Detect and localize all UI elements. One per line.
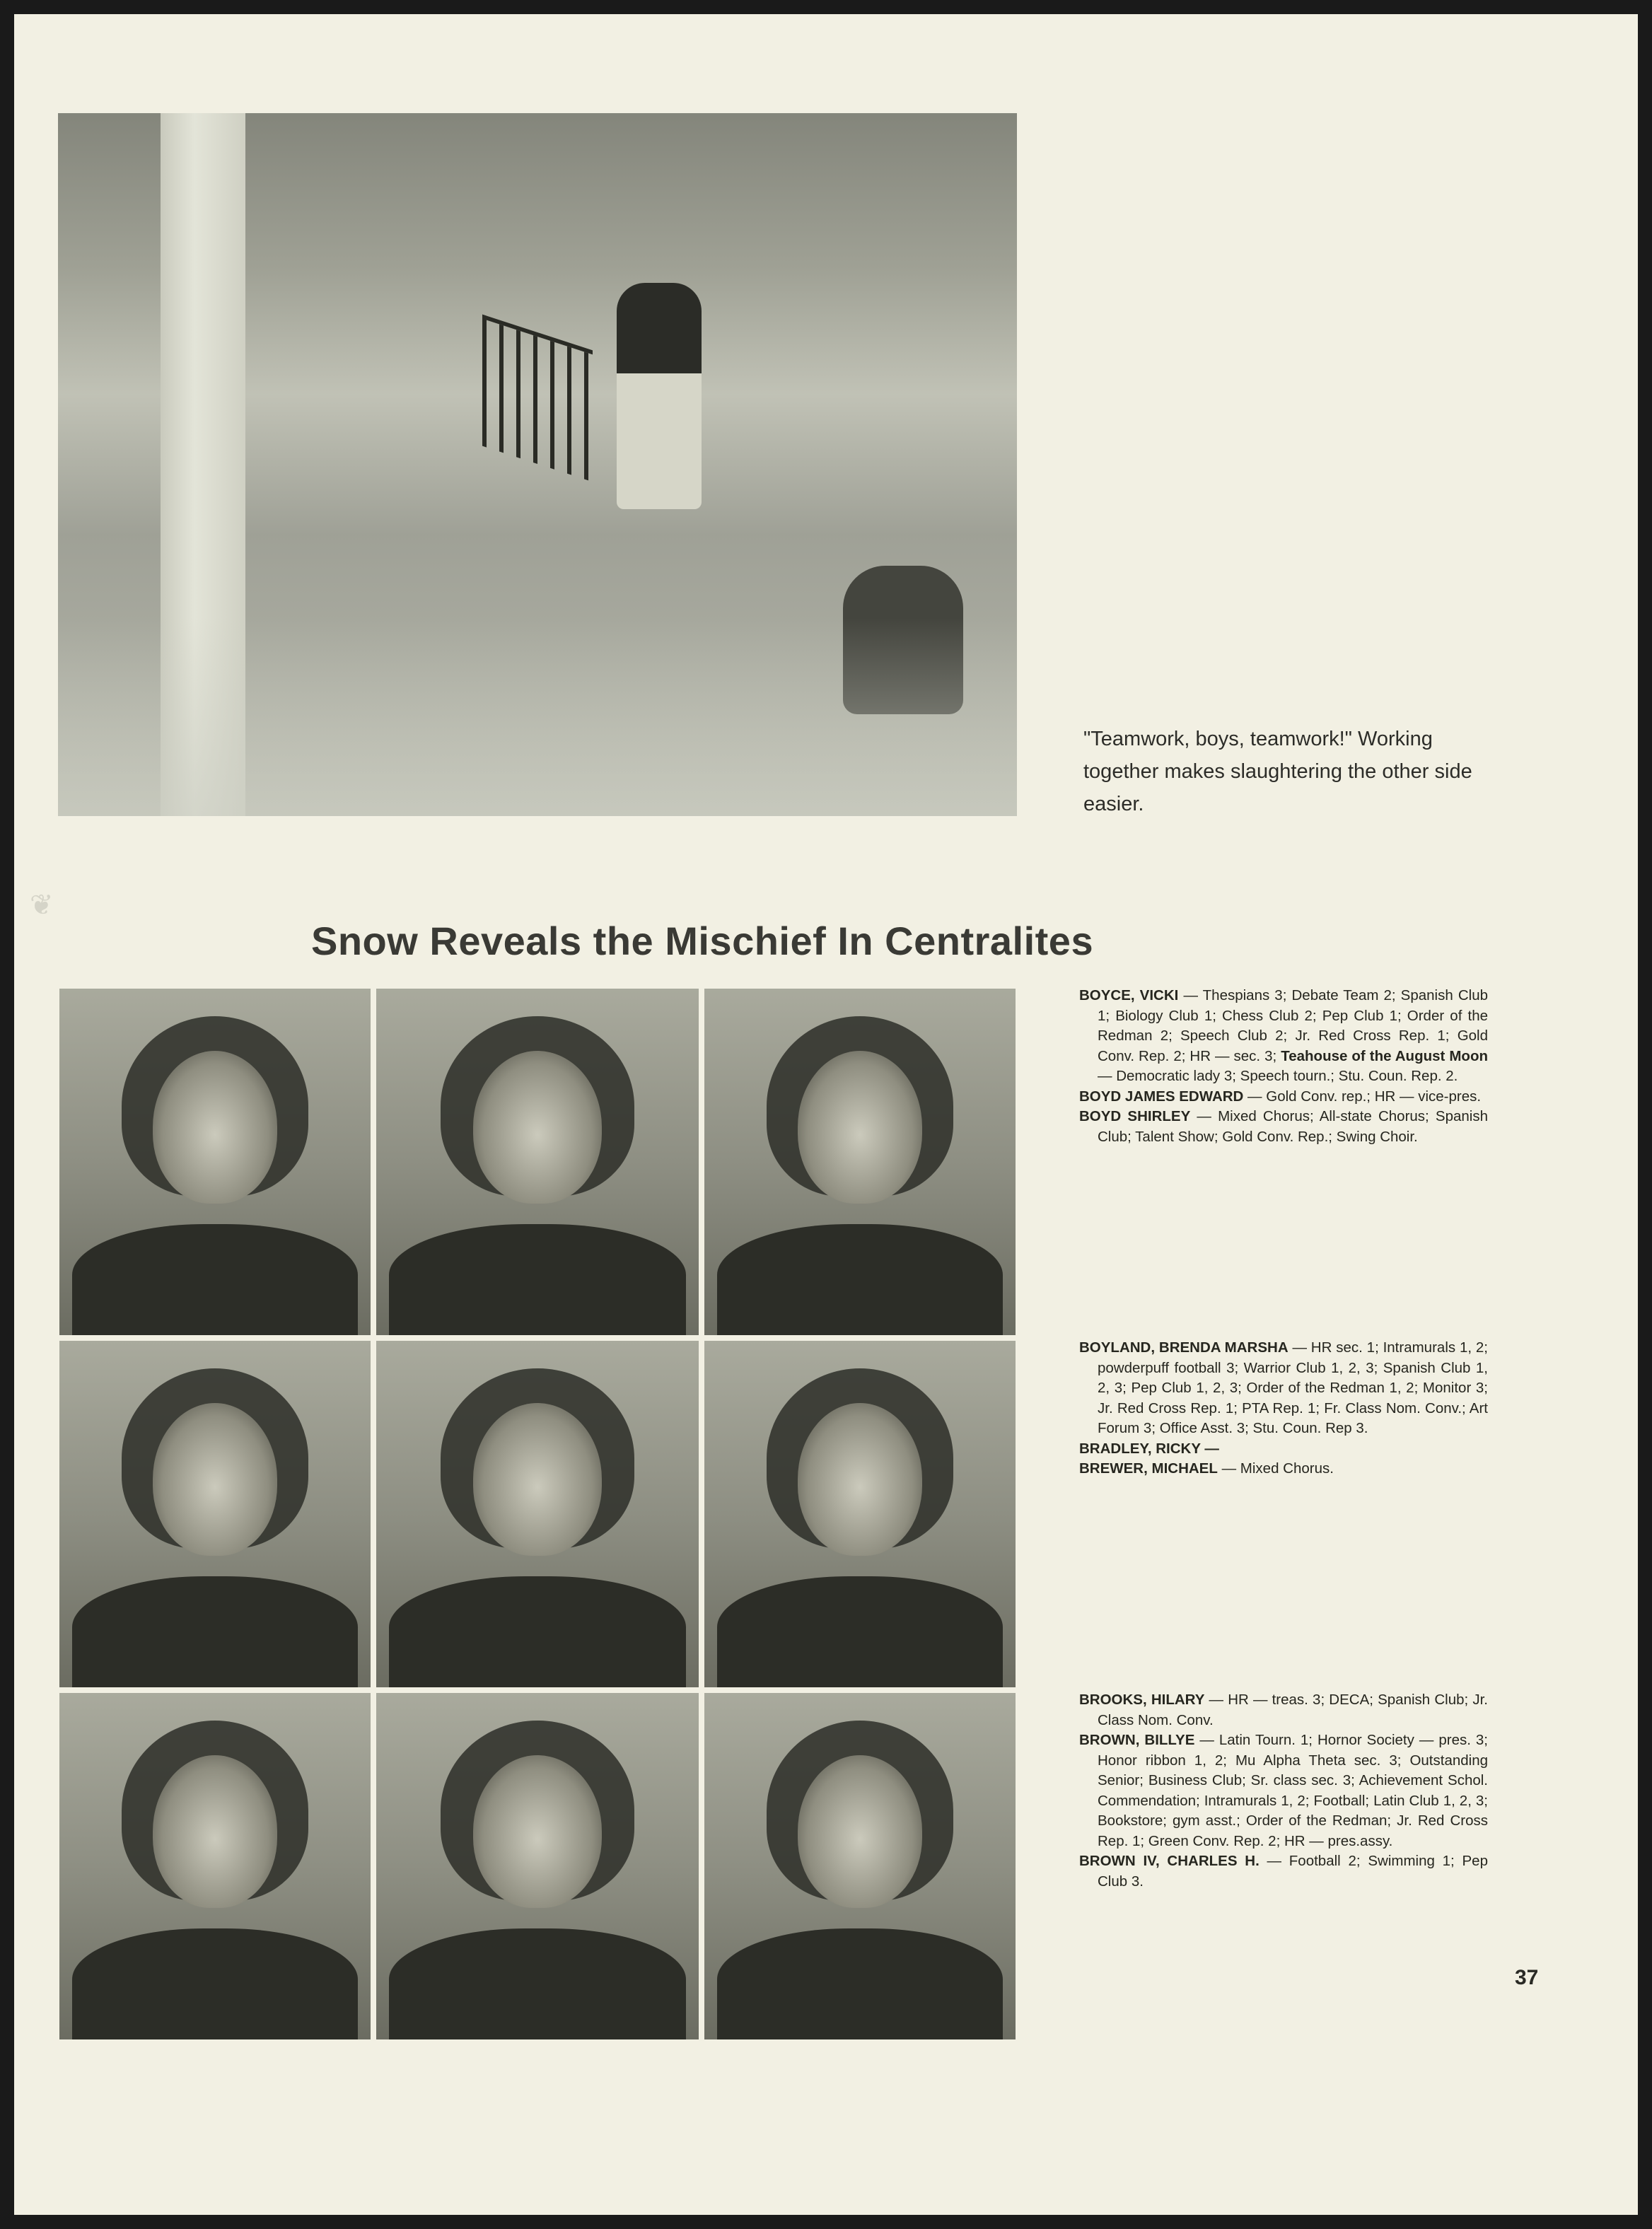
bio-entry xyxy=(1079,1459,1488,1479)
bio-name: BOYCE, VICKI xyxy=(1079,987,1179,1003)
photo-caption: "Teamwork, boys, teamwork!" Working together makes slaughtering the other side easier. xyxy=(1083,728,1472,815)
portrait-shoulders xyxy=(389,1928,686,2039)
bio-group-3 xyxy=(1079,1690,1488,1892)
page-headline: Snow Reveals the Mischief In Centralites xyxy=(311,919,1094,963)
portrait-photo xyxy=(376,1341,699,1687)
portrait-photo xyxy=(59,1341,371,1687)
bio-name: BOYD JAMES EDWARD xyxy=(1079,1088,1244,1105)
portrait-shoulders xyxy=(72,1576,359,1687)
bio-text: — Mixed Chorus; All-state Chorus; Spanish Club; Talent Show; Gold Conv. Rep.; Swing Choir. xyxy=(1098,1108,1488,1145)
portrait-face xyxy=(798,1403,922,1556)
bio-entry xyxy=(1079,1107,1488,1147)
bio-group-1 xyxy=(1079,986,1488,1147)
bio-text: — Thespians 3; Debate Team 2; Spanish Club 1; Biology Club 1; Chess Club 2; Pep Club 1; Order of the Redman 2; Speech Club 2; Jr. Red Cross Rep. 1; Gold Conv. Rep. 2; HR — sec. 3; xyxy=(1098,987,1489,1064)
portrait-shoulders xyxy=(389,1576,686,1687)
bio-name: BROWN, BILLYE xyxy=(1079,1732,1195,1748)
bio-text: — HR — treas. 3; DECA; Spanish Club; Jr. Class Nom. Conv. xyxy=(1098,1692,1488,1728)
bio-text: — HR sec. 1; Intramurals 1, 2; powderpuff football 3; Warrior Club 1, 2, 3; Spanish Club 1, 2, 3; Pep Club 1, 2, 3; Order of the Redman 1, 2; Monitor 3; Jr. Red Cross Rep. 1; PTA Rep. 1; Fr. Class Nom. Conv.; Art Forum 3; Office Asst. 3; Stu. Coun. Rep 3. xyxy=(1098,1339,1488,1436)
bio-play-title: Teahouse of the August Moon xyxy=(1281,1047,1488,1064)
bio-text: — Gold Conv. rep.; HR — vice-pres. xyxy=(1243,1088,1482,1105)
yearbook-page xyxy=(14,14,1638,2215)
bio-entry xyxy=(1079,1338,1488,1439)
bio-entry xyxy=(1079,986,1488,1087)
leaf-watermark-icon: ❦ xyxy=(30,890,54,921)
bio-entry xyxy=(1079,1439,1488,1460)
photo-stair-railing xyxy=(482,315,593,482)
bio-group-2 xyxy=(1079,1338,1488,1479)
portrait-face xyxy=(473,1051,602,1204)
bio-entry xyxy=(1079,1851,1488,1892)
bio-entry xyxy=(1079,1690,1488,1730)
portrait-face xyxy=(798,1755,922,1908)
portrait-photo xyxy=(704,989,1016,1335)
portrait-face xyxy=(798,1051,922,1204)
bio-text: — Mixed Chorus. xyxy=(1217,1460,1334,1477)
portrait-photo xyxy=(704,1341,1016,1687)
portrait-photo xyxy=(376,989,699,1335)
portrait-face xyxy=(473,1755,602,1908)
bio-text-after: — Democratic lady 3; Speech tourn.; Stu. Coun. Rep. 2. xyxy=(1098,1068,1458,1084)
photo-thrower-figure xyxy=(617,283,702,509)
portrait-face xyxy=(153,1051,277,1204)
bio-name: BROOKS, HILARY xyxy=(1079,1692,1205,1708)
bio-entry xyxy=(1079,1087,1488,1107)
portrait-shoulders xyxy=(717,1576,1004,1687)
portrait-photo xyxy=(704,1693,1016,2039)
bio-entry xyxy=(1079,1730,1488,1851)
portrait-photo xyxy=(59,989,371,1335)
bio-name: BREWER, MICHAEL xyxy=(1079,1460,1218,1477)
bio-name: BOYLAND, BRENDA MARSHA xyxy=(1079,1339,1289,1356)
portrait-shoulders xyxy=(389,1224,686,1335)
photo-snow-ground xyxy=(58,618,1017,816)
portrait-shoulders xyxy=(717,1928,1004,2039)
portrait-shoulders xyxy=(717,1224,1004,1335)
portrait-shoulders xyxy=(72,1224,359,1335)
bio-text: — Football 2; Swimming 1; Pep Club 3. xyxy=(1098,1853,1488,1890)
bio-name: BROWN IV, CHARLES H. xyxy=(1079,1853,1260,1869)
portrait-face xyxy=(473,1403,602,1556)
snowball-fight-photo xyxy=(58,113,1017,816)
portrait-face xyxy=(153,1755,277,1908)
page-number: 37 xyxy=(1515,1966,1539,1989)
bio-text: — Latin Tourn. 1; Hornor Society — pres. 3; Honor ribbon 1, 2; Mu Alpha Theta sec. 3; Outstanding Senior; Business Club; Sr. class sec. 3; Achievement Schol. Commendation; Intramurals 1, 2; Football; Latin Club 1, 2, 3; Bookstore; gym asst.; Order of the Redman; Jr. Red Cross Rep. 1; Green Conv. Rep. 2; HR — pres.assy. xyxy=(1098,1732,1488,1849)
bio-name: BOYD SHIRLEY xyxy=(1079,1108,1191,1124)
bio-name: BRADLEY, RICKY — xyxy=(1079,1440,1219,1457)
portrait-face xyxy=(153,1403,277,1556)
portrait-photo xyxy=(376,1693,699,2039)
portrait-shoulders xyxy=(72,1928,359,2039)
portrait-photo xyxy=(59,1693,371,2039)
